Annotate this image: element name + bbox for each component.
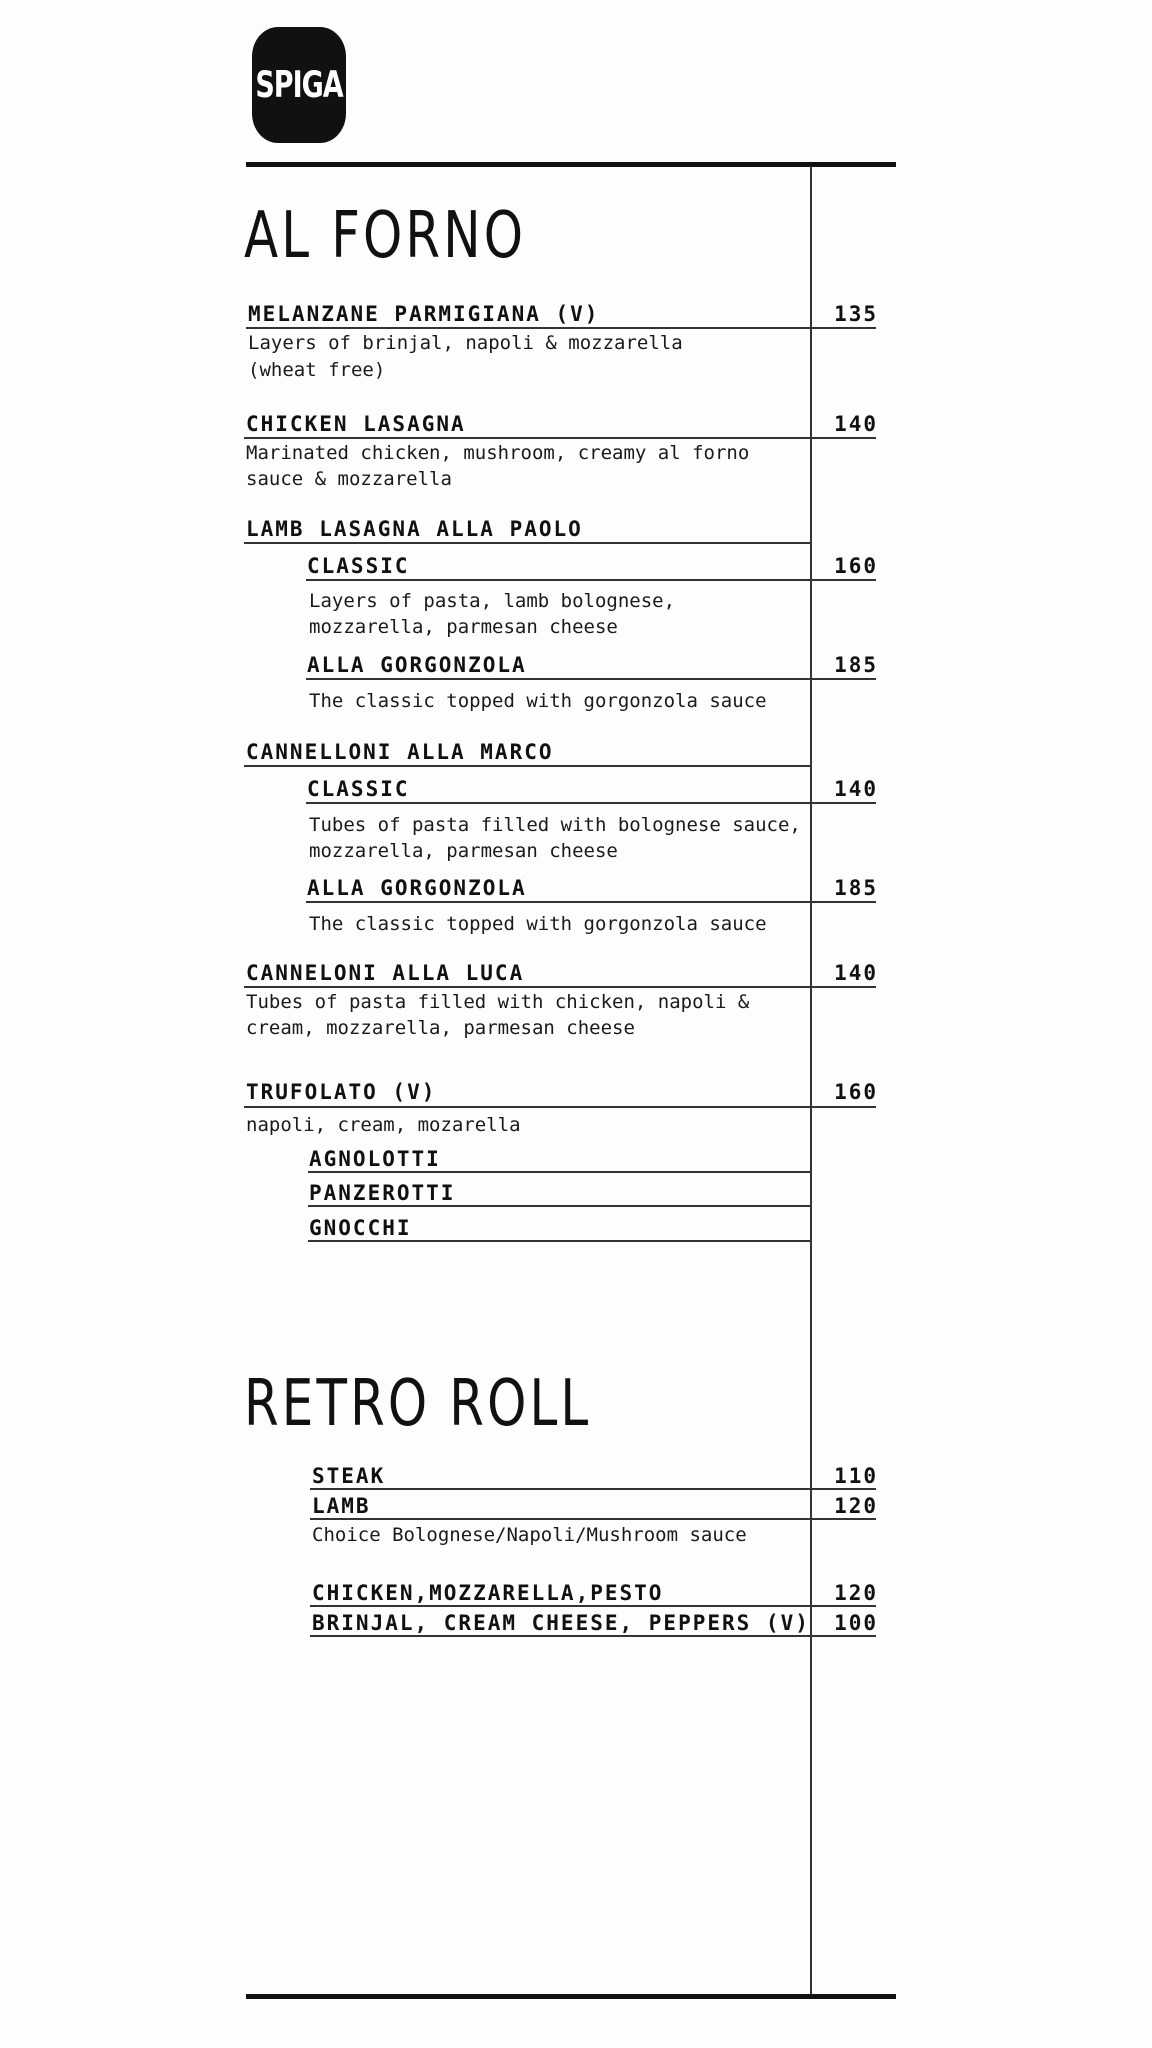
pasta-option: AGNOLOTTI — [309, 1147, 441, 1171]
item-underline — [244, 542, 811, 544]
menu-variant-description: The classic topped with gorgonzola sauce — [309, 690, 767, 712]
menu-item-description: (wheat free) — [248, 359, 386, 381]
menu-item-name: CHICKEN LASAGNA — [246, 412, 466, 436]
spiga-logo: SPIGA — [252, 27, 346, 143]
menu-item-price: 160 — [834, 1080, 878, 1104]
option-underline — [308, 1171, 811, 1173]
menu-item-name: BRINJAL, CREAM CHEESE, PEPPERS (V) — [312, 1611, 810, 1635]
menu-item-name: CANNELLONI ALLA MARCO — [246, 740, 554, 764]
option-underline — [308, 1205, 811, 1207]
item-underline — [244, 986, 876, 988]
menu-item-price: 110 — [834, 1464, 878, 1488]
top-rule — [246, 162, 896, 167]
menu-item-name: CHICKEN,MOZZARELLA,PESTO — [312, 1581, 664, 1605]
item-underline — [244, 765, 811, 767]
menu-item-name: STEAK — [312, 1464, 386, 1488]
pasta-option: PANZEROTTI — [309, 1181, 456, 1205]
menu-item-price: 135 — [834, 302, 878, 326]
option-underline — [308, 1240, 811, 1242]
menu-item-description: Tubes of pasta filled with chicken, napoli & — [246, 991, 750, 1013]
menu-item-price: 140 — [834, 412, 878, 436]
menu-variant-description: mozzarella, parmesan cheese — [309, 840, 618, 862]
item-underline — [246, 327, 876, 329]
item-underline — [244, 437, 876, 439]
menu-variant-description: The classic topped with gorgonzola sauce — [309, 913, 767, 935]
menu-item-name: CANNELONI ALLA LUCA — [246, 961, 525, 985]
menu-item-price: 140 — [834, 961, 878, 985]
item-underline — [310, 1605, 876, 1607]
menu-variant-description: mozzarella, parmesan cheese — [309, 616, 618, 638]
menu-variant-name: CLASSIC — [307, 777, 410, 801]
menu-variant-price: 140 — [834, 777, 878, 801]
section-title-al-forno: AL FORNO — [244, 199, 527, 273]
menu-variant-name: ALLA GORGONZOLA — [307, 876, 527, 900]
item-underline — [310, 1518, 876, 1520]
menu-item-description: cream, mozzarella, parmesan cheese — [246, 1017, 635, 1039]
variant-underline — [306, 802, 876, 804]
menu-variant-description: Layers of pasta, lamb bolognese, — [309, 590, 676, 612]
menu-item-name: MELANZANE PARMIGIANA (V) — [248, 302, 600, 326]
item-underline — [244, 1106, 876, 1108]
menu-item-price: 100 — [834, 1611, 878, 1635]
menu-item-price: 120 — [834, 1494, 878, 1518]
menu-item-description: Choice Bolognese/Napoli/Mushroom sauce — [312, 1524, 747, 1546]
menu-item-description: sauce & mozzarella — [246, 468, 452, 490]
menu-variant-name: ALLA GORGONZOLA — [307, 653, 527, 677]
menu-item-description: Layers of brinjal, napoli & mozzarella — [248, 332, 683, 354]
item-underline — [310, 1635, 876, 1637]
item-underline — [310, 1488, 876, 1490]
bottom-rule — [246, 1994, 896, 1999]
pasta-option: GNOCCHI — [309, 1216, 412, 1240]
menu-variant-price: 185 — [834, 653, 878, 677]
menu-item-name: LAMB — [312, 1494, 371, 1518]
variant-underline — [306, 901, 876, 903]
menu-item-name: LAMB LASAGNA ALLA PAOLO — [246, 517, 583, 541]
menu-variant-price: 185 — [834, 876, 878, 900]
menu-variant-name: CLASSIC — [307, 554, 410, 578]
menu-item-price: 120 — [834, 1581, 878, 1605]
menu-variant-description: Tubes of pasta filled with bolognese sauce, — [309, 814, 801, 836]
variant-underline — [306, 678, 876, 680]
menu-variant-price: 160 — [834, 554, 878, 578]
price-column-divider — [810, 166, 812, 1994]
variant-underline — [306, 579, 876, 581]
menu-item-description: napoli, cream, mozarella — [246, 1114, 521, 1136]
menu-item-description: Marinated chicken, mushroom, creamy al forno — [246, 442, 750, 464]
menu-item-name: TRUFOLATO (V) — [246, 1080, 437, 1104]
section-title-retro-roll: RETRO ROLL — [244, 1367, 592, 1441]
